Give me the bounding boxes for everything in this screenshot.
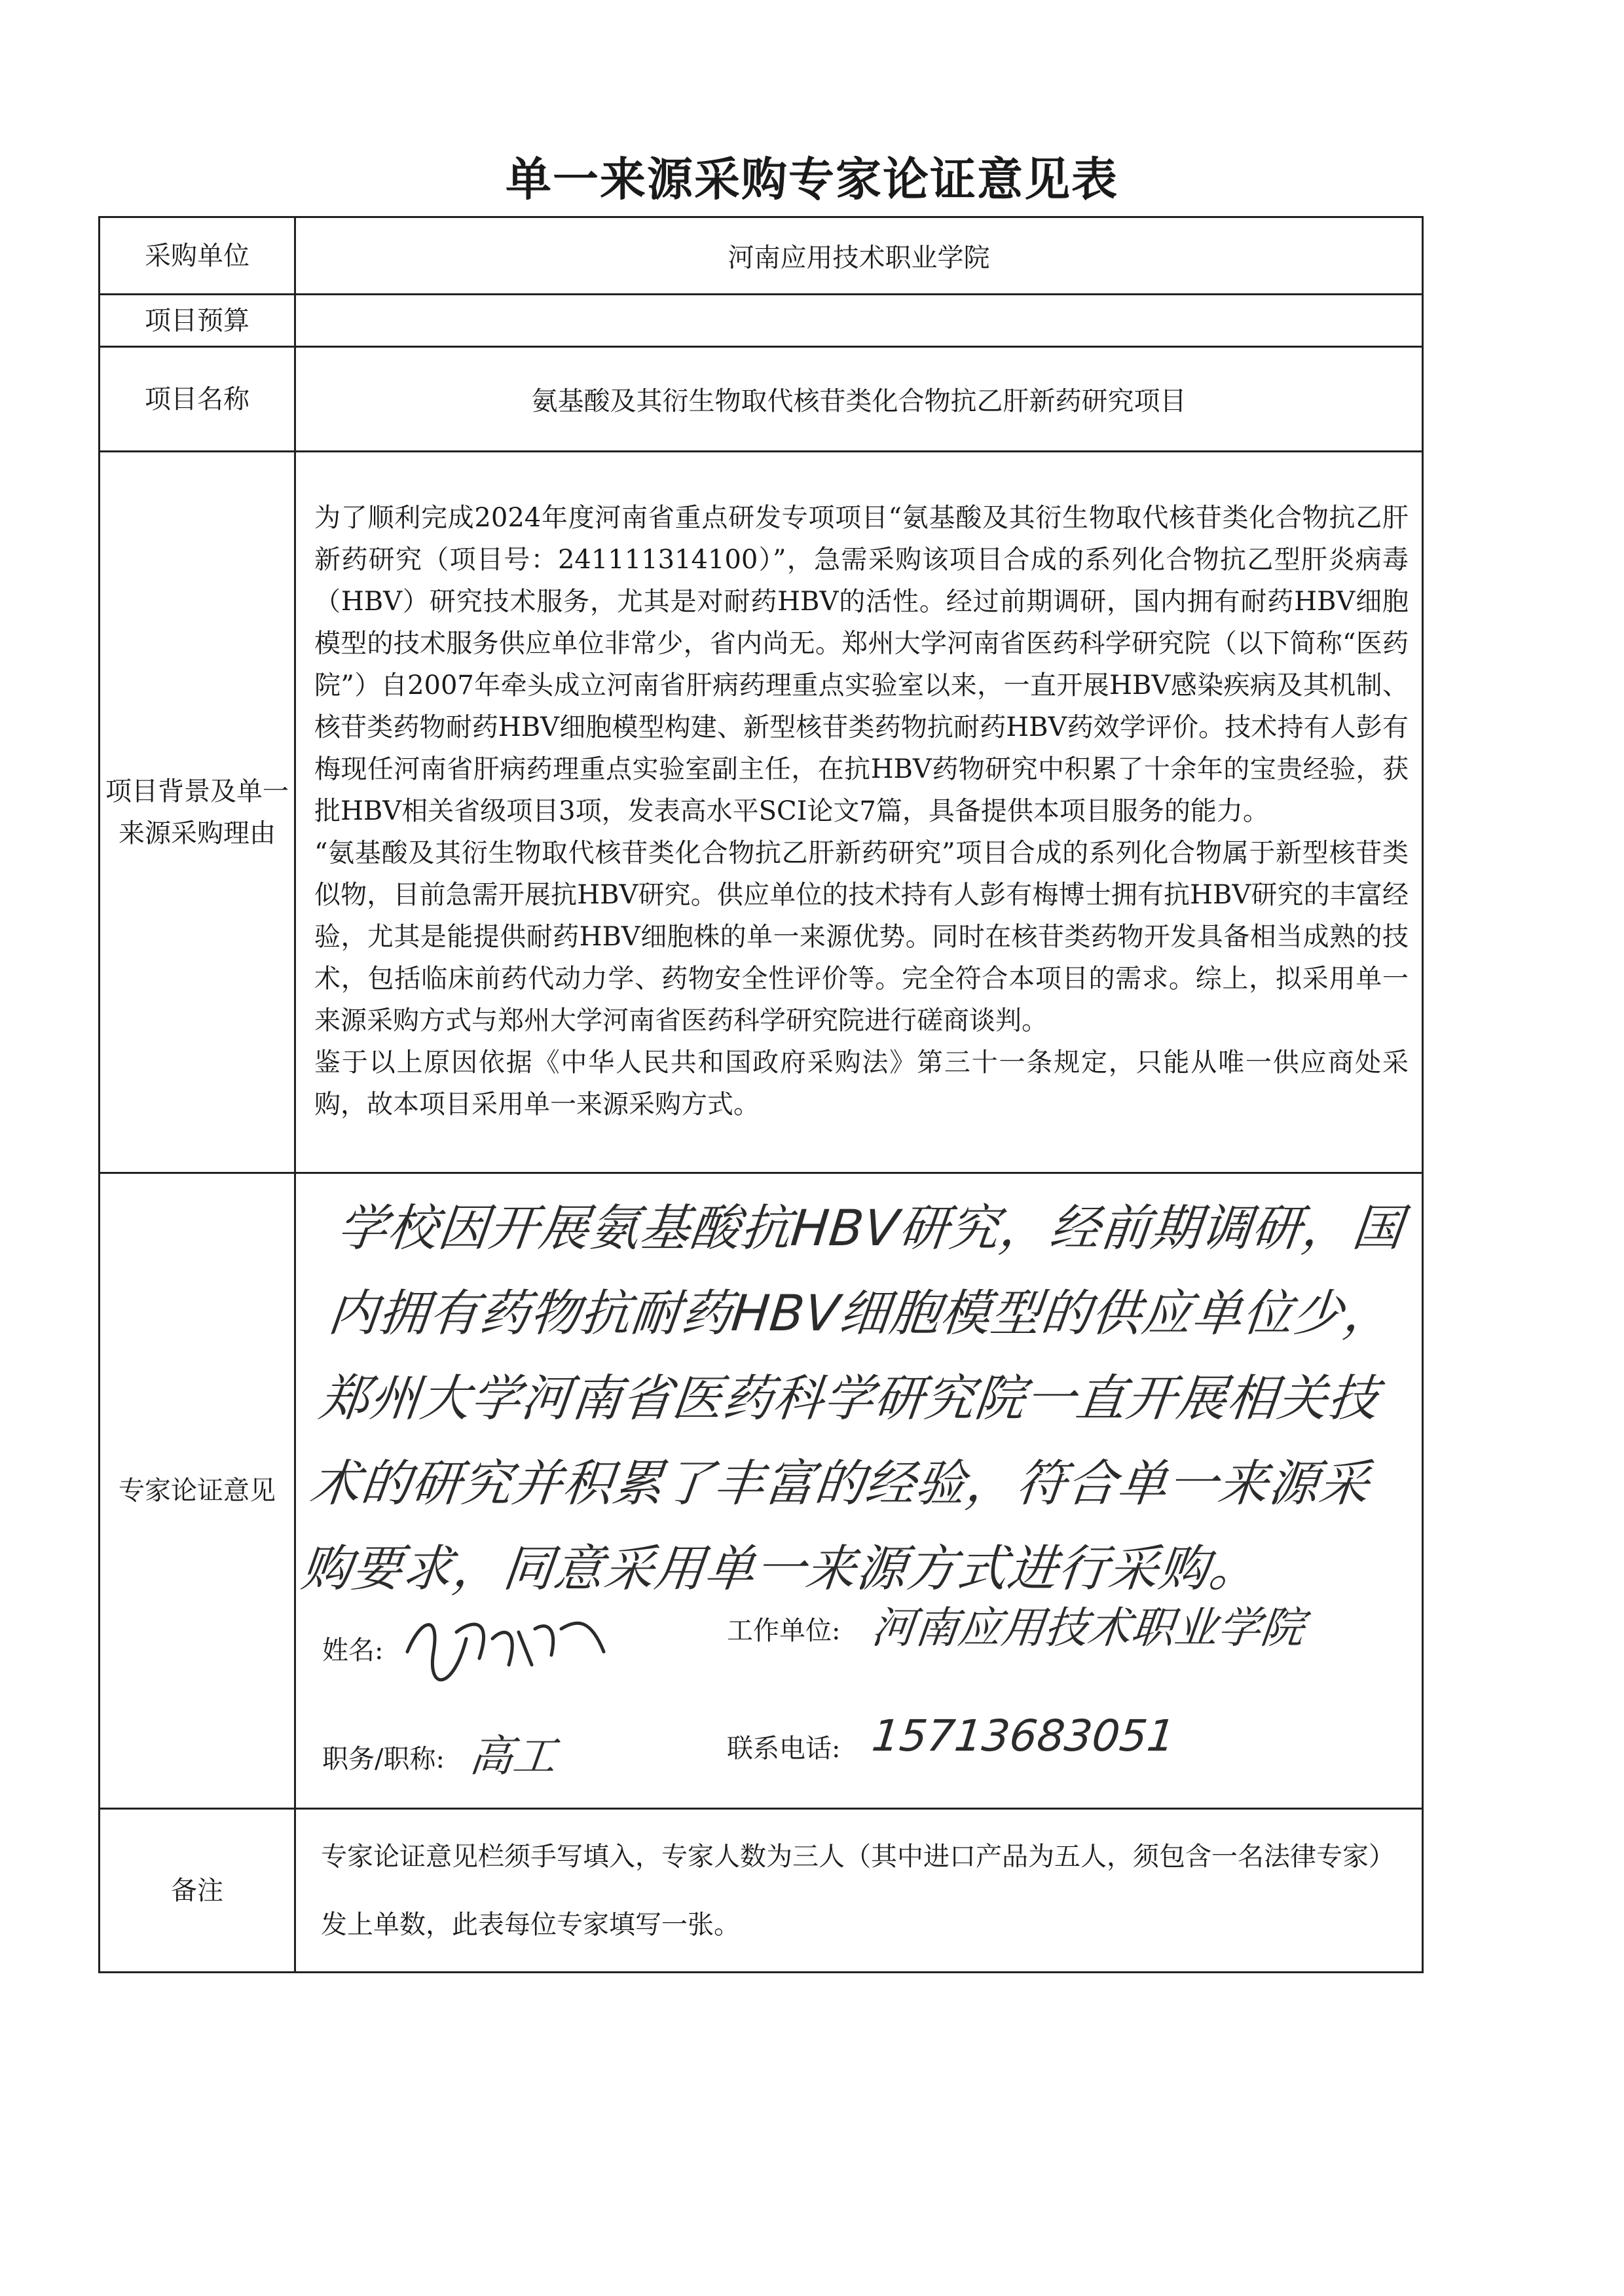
page-title: 单一来源采购专家论证意见表 <box>506 152 1118 206</box>
background-paragraph-1: 为了顺利完成2024年度河南省重点研发专项项目“氨基酸及其衍生物取代核苷类化合物抗乙肝新药研究（项目号：241111314100）”，急需采购该项目合成的系列化合物抗乙型肝炎病毒（HBV）研究技术服务，尤其是对耐药HBV的活性。经过前期调研，国内拥有耐药HBV细胞模型的技术服务供应单位非常少，省内尚无。郑州大学河南省医药科学研究院（以下简称“医药院”）自2007年牵头成立河南省肝病药理重点实验室以来，一直开展HBV感染疾病及其机制、核苷类药物耐药HBV细胞模型构建、新型核苷类药物抗耐药HBV药效学评价。技术持有人彭有梅现任河南省肝病药理重点实验室副主任，在抗HBV药物研究中积累了十余年的宝贵经验，获批HBV相关省级项目3项，发表高水平SCI论文7篇，具备提供本项目服务的能力。 <box>314 502 1409 826</box>
argument-form-table <box>98 216 1424 1973</box>
project-name-label: 项目名称 <box>100 347 295 452</box>
remark-row <box>100 1809 1423 1973</box>
budget-value <box>295 295 1423 347</box>
background-paragraph-3: 鉴于以上原因依据《中华人民共和国政府采购法》第三十一条规定，只能从唯一供应商处采购，故本项目采用单一来源采购方式。 <box>314 1047 1409 1120</box>
background-paragraph-2: “氨基酸及其衍生物取代核苷类化合物抗乙肝新药研究”项目合成的系列化合物属于新型核苷类似物，目前急需开展抗HBV研究。供应单位的技术持有人彭有梅博士拥有抗HBV研究的丰富经验，尤其是能提供耐药HBV细胞株的单一来源优势。同时在核苷类药物开发具备相当成熟的技术，包括临床前药代动力学、药物安全性评价等。完全符合本项目的需求。综上，拟采用单一来源采购方式与郑州大学河南省医药科学研究院进行磋商谈判。 <box>314 837 1409 1036</box>
phone-label: 联系电话: <box>727 1734 841 1764</box>
expert-opinion-area <box>296 1174 1422 1808</box>
budget-row <box>100 295 1423 347</box>
purchaser-value: 河南应用技术职业学院 <box>295 217 1423 295</box>
handwritten-opinion: 学校因开展氨基酸抗HBV研究，经前期调研，国内拥有药物抗耐药HBV细胞模型的供应单位少，郑州大学河南省医药科学研究院一直开展相关技术的研究并积累了丰富的经验，符合单一来源采购要求，同意采用单一来源方式进行采购。 <box>299 1199 1407 1597</box>
phone-value: 15713683051 <box>869 1711 1177 1761</box>
remark-label: 备注 <box>100 1809 295 1973</box>
expert-opinion-row <box>100 1173 1423 1809</box>
expert-opinion-cell <box>295 1173 1423 1809</box>
remark-text: 专家论证意见栏须手写填入，专家人数为三人（其中进口产品为五人，须包含一名法律专家）发上单数，此表每位专家填写一张。 <box>321 1841 1395 1940</box>
work-unit-value: 河南应用技术职业学院 <box>869 1603 1307 1653</box>
purchaser-label: 采购单位 <box>100 217 295 295</box>
expert-opinion-label: 专家论证意见 <box>100 1173 295 1809</box>
remark-cell <box>295 1809 1423 1973</box>
work-unit-label: 工作单位: <box>727 1616 841 1646</box>
project-name-value: 氨基酸及其衍生物取代核苷类化合物抗乙肝新药研究项目 <box>295 347 1423 452</box>
position-value: 高工 <box>467 1731 559 1781</box>
background-cell <box>295 452 1423 1173</box>
signature-image <box>394 1593 617 1691</box>
position-label: 职务/职称: <box>322 1744 445 1774</box>
name-label: 姓名: <box>322 1635 384 1666</box>
background-row <box>100 452 1423 1173</box>
budget-label: 项目预算 <box>100 295 295 347</box>
background-text <box>296 493 1422 1132</box>
project-name-row <box>100 347 1423 452</box>
background-label: 项目背景及单一来源采购理由 <box>100 452 295 1173</box>
purchaser-row <box>100 217 1423 295</box>
signature-strokes <box>407 1623 604 1680</box>
